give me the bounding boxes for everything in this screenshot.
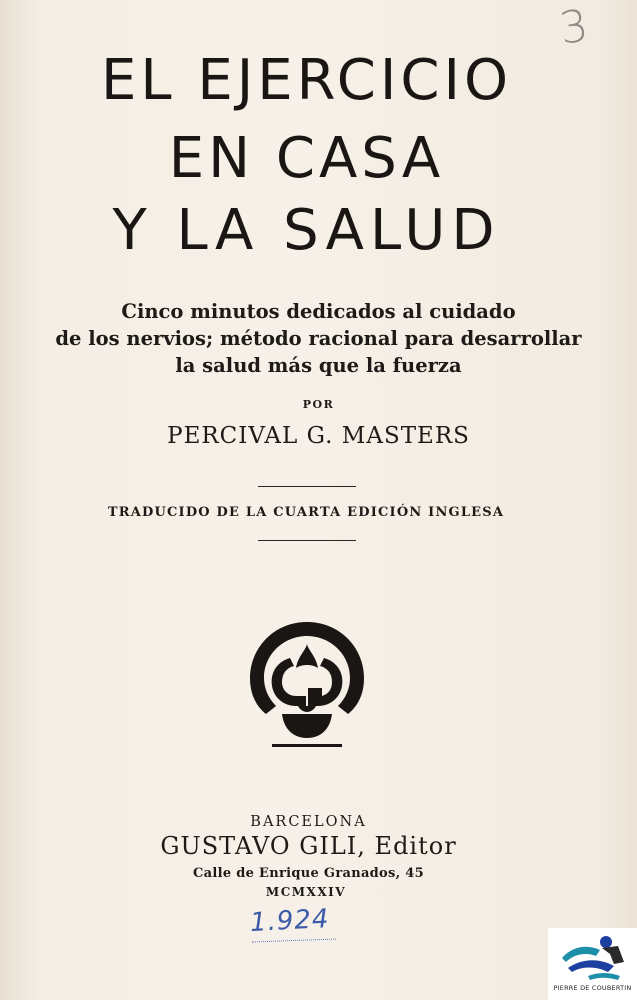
library-stamp [548, 928, 637, 1000]
byline-por: POR [302, 398, 335, 411]
subtitle [0, 298, 637, 379]
pencil-page-number: 3 [556, 0, 592, 55]
publisher-monogram-gg-icon [246, 618, 368, 750]
handwritten-underline [252, 939, 336, 943]
author-name: PERCIVAL G. MASTERS [167, 423, 470, 449]
imprint-year: MCMXXIV [265, 885, 347, 899]
imprint-address: Calle de Enrique Granados, 45 [193, 866, 424, 881]
stamp-label: PIERRE DE COUBERTIN [553, 984, 632, 992]
divider-bottom [258, 540, 356, 541]
divider-top [258, 486, 356, 487]
subtitle-line-2: de los nervios; método racional para desarrollar [55, 327, 582, 350]
title-line-2: EN CASA [168, 126, 445, 191]
translation-note: TRADUCIDO DE LA CUARTA EDICIÓN INGLESA [107, 505, 505, 520]
subtitle-line-1: Cinco minutos dedicados al cuidado [121, 300, 516, 323]
title-line-3: Y LA SALUD [112, 198, 501, 263]
title-line-1: EL EJERCICIO [100, 48, 513, 113]
pierre-de-coubertin-logo-icon [548, 928, 637, 988]
handwritten-year: 1.924 [249, 903, 331, 939]
subtitle-line-3: la salud más que la fuerza [175, 354, 462, 377]
imprint-publisher: GUSTAVO GILI, Editor [160, 832, 457, 860]
imprint-city: BARCELONA [250, 814, 367, 830]
